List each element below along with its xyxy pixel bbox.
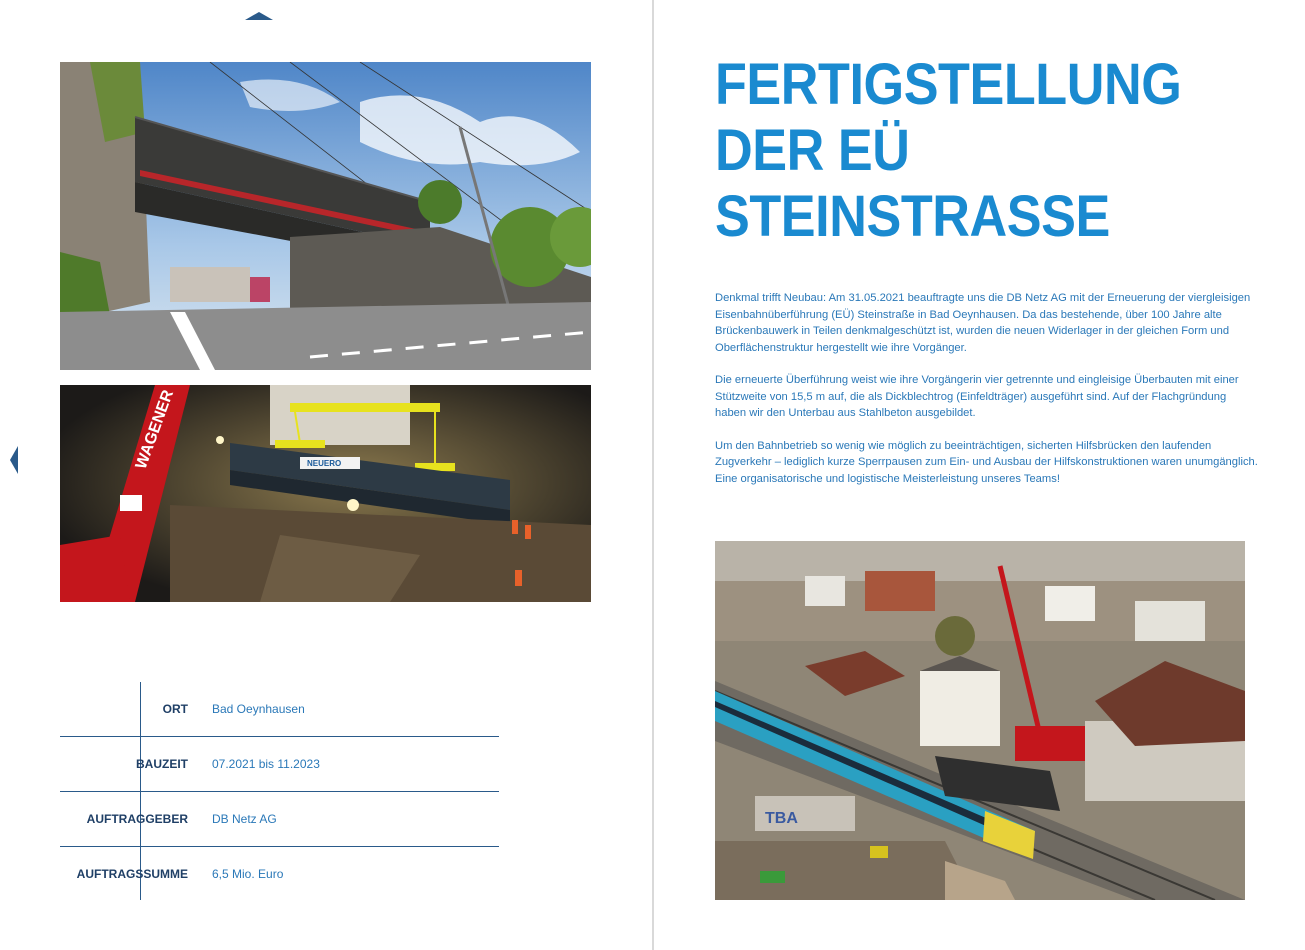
beam-sign-text: NEUERO <box>307 459 342 468</box>
paragraph-3: Um den Bahnbetrieb so wenig wie möglich zu beeinträchtigen, sicherten Hilfsbrücken den laufenden Zugverkehr – lediglich kurze Sperrpausen zum Ein- und Ausbau der Hilfskonstruktionen waren unumgänglich. Eine organisatorische und logistische Meisterleistung unseres Teams! <box>715 439 1258 485</box>
right-page <box>654 0 1305 950</box>
title-line-2: DER EÜ <box>715 118 910 183</box>
previous-page-arrow-icon[interactable] <box>10 446 18 474</box>
train-graffiti-text: TBA <box>765 810 798 827</box>
page-title <box>715 52 1181 250</box>
fact-value: 6,5 Mio. Euro <box>212 867 284 881</box>
fact-value: DB Netz AG <box>212 812 277 826</box>
fact-label: ORT <box>162 702 188 716</box>
fact-row-location <box>60 682 499 737</box>
paragraph-1: Denkmal trifft Neubau: Am 31.05.2021 beauftragte uns die DB Netz AG mit der Erneuerung der viergleisigen Eisenbahnüberführung (EÜ) Steinstraße in Bad Oeynhausen. Da das bestehende, über 100 Jahre alte Brückenbauwerk in Teilen denkmalgeschützt ist, wurden die neuen Widerlager in der gleichen Form und Oberflächenstruktur hergestellt wie ihre Vorgänger. <box>715 292 1251 354</box>
fact-value: 07.2021 bis 11.2023 <box>212 757 320 771</box>
fact-value: Bad Oeynhausen <box>212 702 305 716</box>
title-line-3: STEINSTRASSE <box>715 184 1110 249</box>
night-construction-photo <box>60 385 591 602</box>
scroll-up-arrow-icon[interactable] <box>245 12 273 20</box>
crane-brand-text: WAGENER <box>132 387 178 472</box>
fact-row-contract-value <box>60 847 499 901</box>
article-body <box>715 290 1260 503</box>
title-line-1: FERTIGSTELLUNG <box>715 52 1182 117</box>
fact-label: AUFTRAGSSUMME <box>76 867 188 881</box>
fact-label: BAUZEIT <box>136 757 188 771</box>
bridge-street-photo <box>60 62 591 370</box>
aerial-construction-photo <box>715 541 1245 900</box>
fact-row-client <box>60 792 499 847</box>
project-facts-table <box>60 682 499 901</box>
fact-row-duration <box>60 737 499 792</box>
fact-label: AUFTRAGGEBER <box>86 812 188 826</box>
paragraph-2: Die erneuerte Überführung weist wie ihre Vorgängerin vier getrennte und eingleisige Überbauten mit einer Stützweite von 15,5 m auf, die als Dickblechtrog (Einfeldträger) ausgeführt sind. Auf der Flachgründung haben wir den Unterbau aus Stahlbeton ausgebildet. <box>715 374 1239 419</box>
